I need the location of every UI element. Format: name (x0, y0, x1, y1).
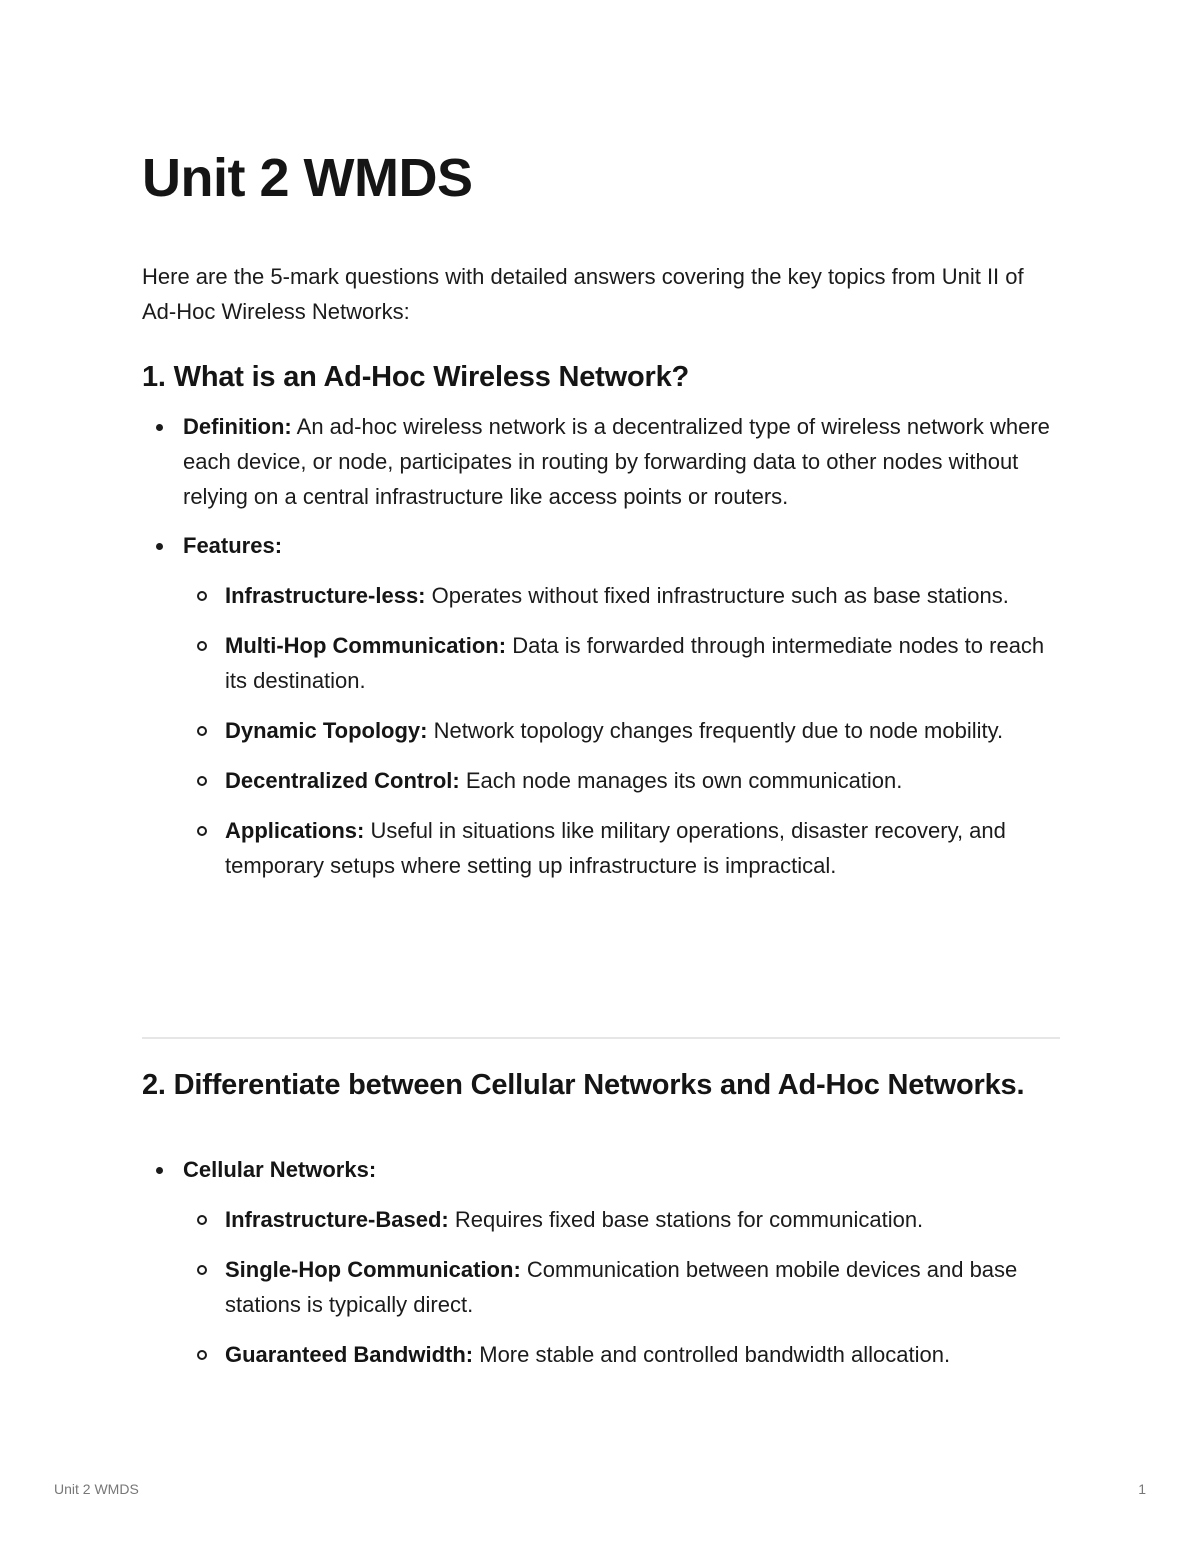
definition-text: An ad-hoc wireless network is a decentralized type of wireless network where each device, or node, participates in routing by forwarding data to other nodes without relying on a central infrastructure like access points or routers. (183, 414, 1050, 509)
document-title: Unit 2 WMDS (142, 148, 473, 208)
bullet-disc-icon (156, 1167, 163, 1174)
feature-item (183, 763, 1060, 798)
bullet-disc-icon (156, 424, 163, 431)
section1-heading: 1. What is an Ad-Hoc Wireless Network? (142, 361, 690, 393)
cellular-feature-text: Requires fixed base stations for communication. (448, 1207, 924, 1232)
section2-list (142, 1152, 1060, 1372)
cellular-feature-item (183, 1337, 1060, 1372)
cellular-feature-item (183, 1202, 1060, 1237)
feature-item (183, 628, 1060, 698)
definition-item (142, 409, 1060, 514)
bullet-circle-icon (197, 591, 207, 601)
bullet-circle-icon (197, 1265, 207, 1275)
feature-item (183, 578, 1060, 613)
section1-list (142, 409, 1060, 883)
cellular-feature-text: More stable and controlled bandwidth allocation. (473, 1342, 951, 1367)
footer-page-number: 1 (1138, 1481, 1146, 1497)
feature-label: Dynamic Topology: (225, 718, 428, 743)
features-label: Features: (183, 533, 283, 558)
bullet-circle-icon (197, 1350, 207, 1360)
bullet-circle-icon (197, 826, 207, 836)
bullet-circle-icon (197, 641, 207, 651)
cellular-feature-label: Guaranteed Bandwidth: (225, 1342, 474, 1367)
bullet-circle-icon (197, 776, 207, 786)
features-sublist (183, 578, 1060, 883)
cellular-feature-label: Infrastructure-Based: (225, 1207, 449, 1232)
feature-text: Data is forwarded through intermediate nodes to reach its destination. (225, 633, 1045, 693)
definition-label: Definition: (183, 414, 292, 439)
feature-label: Applications: (225, 818, 365, 843)
feature-text: Useful in situations like military operations, disaster recovery, and temporary setups where setting up infrastructure is impractical. (225, 818, 1006, 878)
feature-label: Multi-Hop Communication: (225, 633, 507, 658)
feature-text: Operates without fixed infrastructure such as base stations. (425, 583, 1009, 608)
cellular-item (142, 1152, 1060, 1372)
feature-label: Decentralized Control: (225, 768, 460, 793)
cellular-feature-item (183, 1252, 1060, 1322)
intro-paragraph: Here are the 5-mark questions with detailed answers covering the key topics from Unit II of Ad-Hoc Wireless Networks: (142, 264, 1024, 324)
bullet-disc-icon (156, 543, 163, 550)
cellular-label: Cellular Networks: (183, 1157, 377, 1182)
section-divider (142, 1037, 1060, 1039)
bullet-circle-icon (197, 1215, 207, 1225)
cellular-feature-label: Single-Hop Communication: (225, 1257, 521, 1282)
features-item (142, 528, 1060, 883)
section2-heading: 2. Differentiate between Cellular Networks and Ad-Hoc Networks. (142, 1069, 1025, 1101)
feature-item (183, 813, 1060, 883)
cellular-feature-text: Communication between mobile devices and base stations is typically direct. (225, 1257, 1018, 1317)
cellular-sublist (183, 1202, 1060, 1372)
footer-document-name: Unit 2 WMDS (54, 1481, 139, 1497)
feature-text: Network topology changes frequently due to node mobility. (427, 718, 1004, 743)
feature-label: Infrastructure-less: (225, 583, 426, 608)
feature-item (183, 713, 1060, 748)
bullet-circle-icon (197, 726, 207, 736)
feature-text: Each node manages its own communication. (459, 768, 903, 793)
